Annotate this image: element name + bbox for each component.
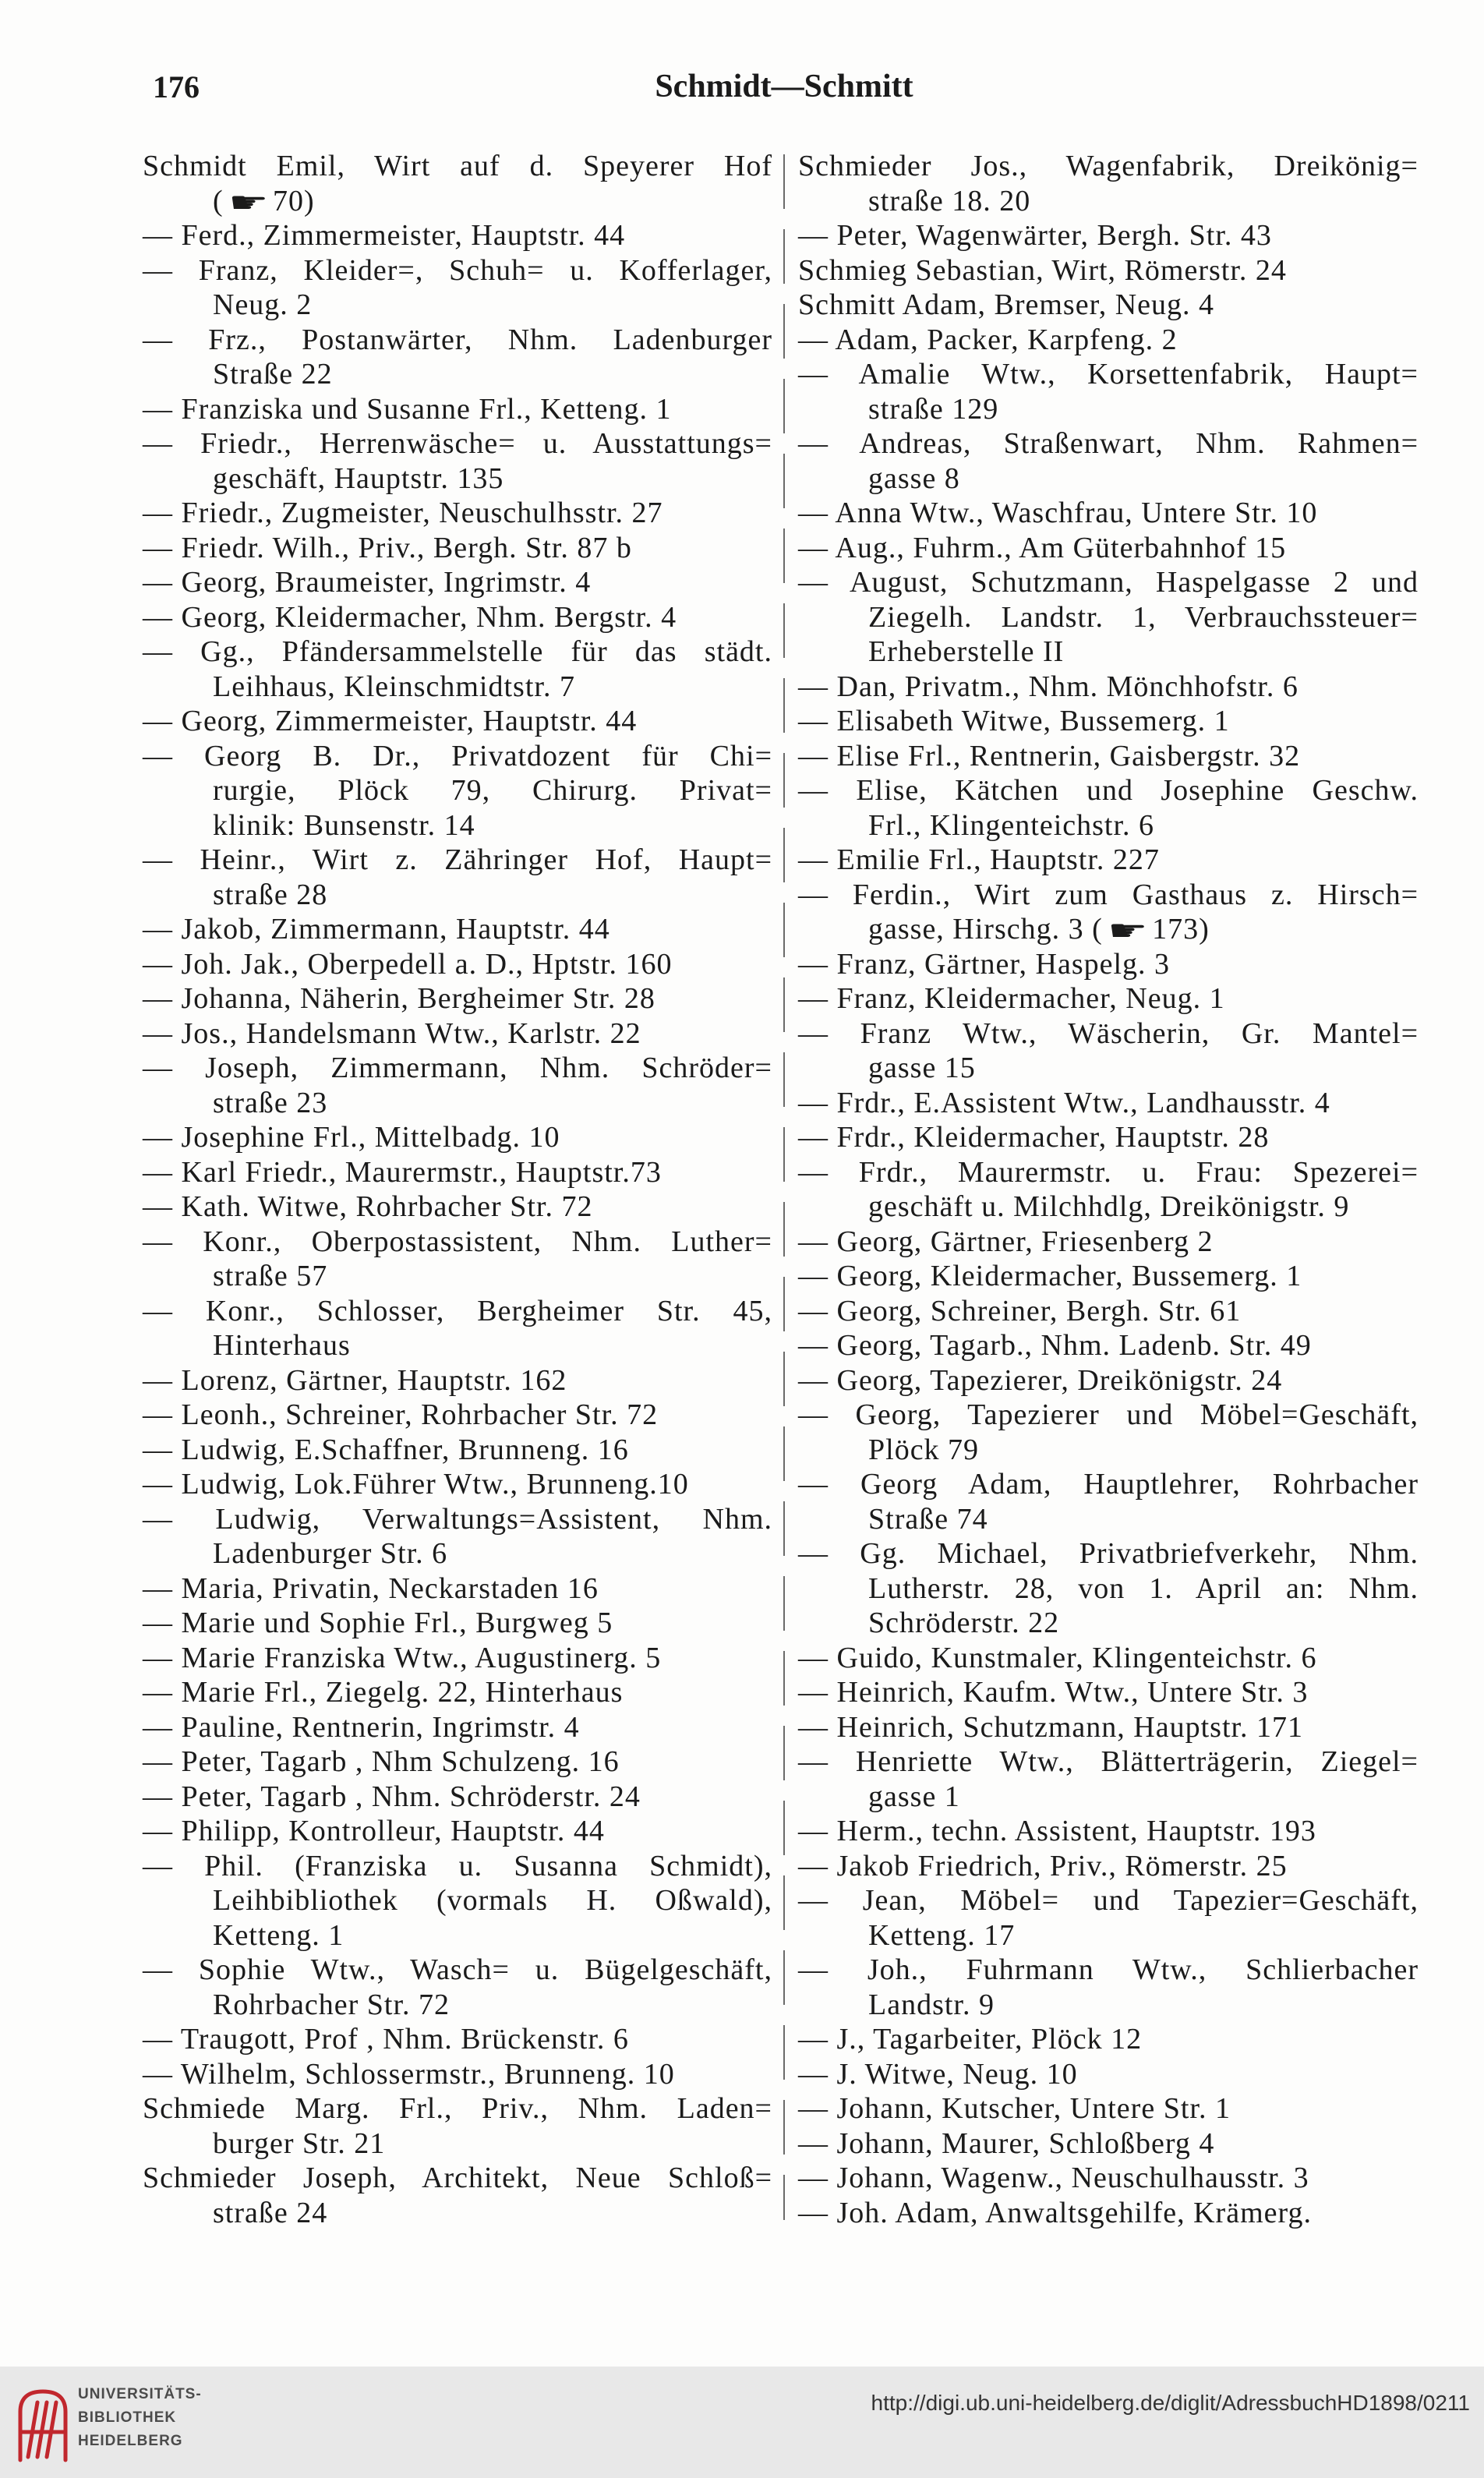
directory-entry [798, 426, 1419, 496]
directory-entry [798, 670, 1419, 705]
directory-entry [143, 635, 772, 704]
entry-line: — Franz, Kleider=, Schuh= u. Kofferlager, [143, 253, 772, 287]
entry-line: — Georg, Gärtner, Friesenberg 2 [798, 1225, 1214, 1258]
entry-line: — Jakob Friedrich, Priv., Römerstr. 25 [798, 1849, 1288, 1882]
directory-entry [798, 496, 1419, 531]
entry-line: — Georg, Braumeister, Ingrimstr. 4 [143, 566, 592, 599]
entry-line: — Johann, Wagenw., Neuschulhausstr. 3 [798, 2162, 1309, 2194]
directory-entry [798, 288, 1419, 323]
entry-line: — Georg, Schreiner, Bergh. Str. 61 [798, 1294, 1242, 1327]
directory-entry [798, 2196, 1419, 2231]
entry-line: Schmitt Adam, Bremser, Neug. 4 [798, 288, 1215, 321]
directory-entry [798, 253, 1419, 288]
directory-entry [143, 323, 772, 392]
library-name-line: HEIDELBERG [78, 2433, 183, 2449]
entry-line: Schröderstr. 22 [868, 1607, 1060, 1639]
entry-line: — Henriette Wtw., Blätterträgerin, Ziegel= [798, 1745, 1419, 1778]
entry-line: — Heinrich, Kaufm. Wtw., Untere Str. 3 [798, 1676, 1309, 1709]
directory-entry [143, 704, 772, 739]
footer-bar [0, 2367, 1484, 2478]
directory-entry [798, 1467, 1419, 1536]
directory-entry [143, 981, 772, 1016]
entry-line: — Georg, Zimmermeister, Hauptstr. 44 [143, 705, 638, 737]
entry-line: — Peter, Wagenwärter, Bergh. Str. 43 [798, 219, 1272, 252]
directory-entry [798, 1328, 1419, 1363]
library-name-line: UNIVERSITÄTS- [78, 2386, 202, 2402]
directory-entry [798, 1641, 1419, 1676]
entry-line: — Johann, Maurer, Schloßberg 4 [798, 2126, 1215, 2160]
directory-entry [143, 1744, 772, 1780]
directory-entry [798, 1155, 1419, 1225]
directory-entry [798, 704, 1419, 739]
entry-line: Lutherstr. 28, von 1. April an: Nhm. [868, 1571, 1419, 1605]
entry-line: geschäft, Hauptstr. 135 [213, 461, 504, 495]
directory-entry [798, 2126, 1419, 2162]
entry-line: — Franziska und Susanne Frl., Ketteng. 1 [143, 392, 672, 426]
entry-line: straße 23 [213, 1086, 328, 1119]
entry-line: — Friedr., Herrenwäsche= u. Ausstattungs= [143, 427, 772, 460]
directory-entry [143, 149, 772, 218]
directory-entry [798, 218, 1419, 253]
entry-line: — Heinr., Wirt z. Zähringer Hof, Haupt= [143, 843, 772, 876]
library-logo-icon [14, 2385, 72, 2463]
directory-entry [143, 1225, 772, 1294]
entry-line: — Jean, Möbel= und Tapezier=Geschäft, [798, 1884, 1419, 1917]
directory-entry [798, 2022, 1419, 2057]
entry-line: — Phil. (Franziska u. Susanna Schmidt), [143, 1849, 772, 1882]
entry-line: Leihbibliothek (vormals H. Oßwald), [213, 1884, 772, 1917]
entry-line: — Aug., Fuhrm., Am Güterbahnhof 15 [798, 531, 1287, 564]
entry-line: — Ludwig, Verwaltungs=Assistent, Nhm. [143, 1502, 772, 1536]
directory-entry [798, 1363, 1419, 1398]
directory-entry [143, 253, 772, 323]
entry-line: — Dan, Privatm., Nhm. Mönchhofstr. 6 [798, 670, 1298, 703]
directory-entry [143, 392, 772, 427]
directory-entry [798, 2057, 1419, 2092]
directory-entry [143, 2022, 772, 2057]
entry-line: — Elise, Kätchen und Josephine Geschw. [798, 774, 1419, 807]
directory-entry [798, 357, 1419, 426]
directory-entry [798, 1675, 1419, 1710]
entry-line: — Wilhelm, Schlossermstr., Brunneng. 10 [143, 2057, 675, 2091]
library-name-line: BIBLIOTHEK [78, 2409, 177, 2426]
entry-line: straße 28 [213, 878, 328, 911]
entry-line: — Johanna, Näherin, Bergheimer Str. 28 [143, 982, 655, 1015]
entry-line: — Maria, Privatin, Neckarstaden 16 [143, 1571, 599, 1605]
directory-entry [143, 1641, 772, 1676]
directory-entry [798, 1259, 1419, 1294]
entry-line: — Anna Wtw., Waschfrau, Untere Str. 10 [798, 497, 1318, 529]
directory-entry [798, 323, 1419, 358]
entry-line: Erheberstelle II [868, 635, 1065, 668]
directory-entry [798, 1294, 1419, 1329]
entry-line: — Franz Wtw., Wäscherin, Gr. Mantel= [798, 1016, 1419, 1050]
directory-entry [143, 565, 772, 600]
entry-line: burger Str. 21 [213, 2126, 386, 2160]
entry-line: — Herm., techn. Assistent, Hauptstr. 193 [798, 1815, 1316, 1847]
entry-line: — Friedr. Wilh., Priv., Bergh. Str. 87 b [143, 531, 632, 564]
entry-line: — Frdr., Maurermstr. u. Frau: Spezerei= [798, 1155, 1419, 1189]
pointing-hand-icon [228, 189, 270, 217]
entry-line [143, 184, 772, 219]
directory-entry [143, 947, 772, 982]
entry-line: — Konr., Oberpostassistent, Nhm. Luther= [143, 1225, 772, 1258]
entry-line-text: 70) [272, 184, 315, 217]
entry-line: gasse 8 [868, 461, 960, 495]
running-head: Schmidt—Schmitt [655, 69, 913, 104]
directory-entry [143, 1467, 772, 1502]
entry-line: — Sophie Wtw., Wasch= u. Bügelgeschäft, [143, 1953, 772, 1986]
entry-line: — Traugott, Prof , Nhm. Brückenstr. 6 [143, 2023, 629, 2056]
directory-entry [798, 1225, 1419, 1260]
entry-line: — Georg, Kleidermacher, Bussemerg. 1 [798, 1260, 1302, 1292]
pointing-hand-icon [1108, 917, 1149, 946]
directory-entry [143, 1051, 772, 1120]
entry-line: — Friedr., Zugmeister, Neuschulhsstr. 27 [143, 497, 663, 529]
entry-line: — Franz, Gärtner, Haspelg. 3 [798, 947, 1171, 981]
directory-entry [143, 1814, 772, 1849]
directory-entry [143, 1120, 772, 1155]
directory-entry [143, 531, 772, 566]
entry-line: geschäft u. Milchhdlg, Dreikönigstr. 9 [868, 1190, 1350, 1223]
entry-line: — Andreas, Straßenwart, Nhm. Rahmen= [798, 427, 1419, 460]
entry-line: straße 24 [213, 2196, 328, 2229]
entry-line: — Jos., Handelsmann Wtw., Karlstr. 22 [143, 1016, 641, 1050]
directory-entry [798, 773, 1419, 843]
directory-entry [143, 1190, 772, 1225]
entry-line: Leihhaus, Kleinschmidtstr. 7 [213, 670, 575, 703]
library-logo [78, 2383, 202, 2453]
directory-entry [143, 496, 772, 531]
entry-line: — Georg, Kleidermacher, Nhm. Bergstr. 4 [143, 600, 677, 634]
entry-line: — Jakob, Zimmermann, Hauptstr. 44 [143, 913, 610, 946]
entry-line: — August, Schutzmann, Haspelgasse 2 und [798, 566, 1419, 599]
entry-line-text: gasse, Hirschg. 3 ( [868, 913, 1103, 946]
directory-entry [798, 1086, 1419, 1121]
directory-entry [143, 1363, 772, 1398]
entry-line: gasse 1 [868, 1780, 960, 1813]
entry-line: — Marie und Sophie Frl., Burgweg 5 [143, 1607, 613, 1639]
entry-line: — Johann, Kutscher, Untere Str. 1 [798, 2092, 1231, 2125]
entry-line: Landstr. 9 [868, 1988, 995, 2021]
directory-entry [143, 1849, 772, 1953]
entry-line: klinik: Bunsenstr. 14 [213, 808, 475, 842]
entry-line: — Marie Franziska Wtw., Augustinerg. 5 [143, 1641, 662, 1674]
entry-line: Straße 22 [213, 358, 333, 391]
entry-line: — Josephine Frl., Mittelbadg. 10 [143, 1121, 560, 1154]
entry-line-text: ( [213, 184, 224, 217]
entry-line: rurgie, Plöck 79, Chirurg. Privat= [213, 774, 772, 807]
entry-line: Schmidt Emil, Wirt auf d. Speyerer Hof [143, 150, 772, 182]
entry-line: — Guido, Kunstmaler, Klingenteichstr. 6 [798, 1641, 1317, 1674]
entry-line: — Peter, Tagarb , Nhm Schulzeng. 16 [143, 1745, 620, 1778]
entry-line: — Gg., Pfändersammelstelle für das städt. [143, 635, 772, 668]
entry-line: straße 57 [213, 1260, 328, 1292]
directory-entry [143, 1016, 772, 1052]
entry-line: — Joh. Adam, Anwaltsgehilfe, Krämerg. [798, 2196, 1312, 2229]
directory-entry [798, 2091, 1419, 2126]
entry-line: Straße 74 [868, 1502, 988, 1536]
entry-line: — Joseph, Zimmermann, Nhm. Schröder= [143, 1052, 772, 1084]
entry-line: Schmieder Joseph, Architekt, Neue Schloß= [143, 2162, 772, 2194]
directory-entry [143, 1606, 772, 1641]
entry-line: — Frdr., Kleidermacher, Hauptstr. 28 [798, 1121, 1270, 1154]
directory-entry [143, 1953, 772, 2022]
entry-line: Ziegelh. Landstr. 1, Verbrauchssteuer= [868, 600, 1419, 634]
directory-entry [798, 1849, 1419, 1884]
directory-entry [143, 1155, 772, 1190]
directory-entry [798, 1953, 1419, 2022]
entry-line: straße 129 [868, 392, 999, 426]
entry-line: — Georg, Tagarb., Nhm. Ladenb. Str. 49 [798, 1329, 1312, 1362]
directory-entry [798, 1814, 1419, 1849]
entry-line: — Ferd., Zimmermeister, Hauptstr. 44 [143, 219, 626, 252]
entry-line: — Franz, Kleidermacher, Neug. 1 [798, 982, 1225, 1015]
entry-line: Hinterhaus [213, 1329, 351, 1362]
entry-line: — Lorenz, Gärtner, Hauptstr. 162 [143, 1363, 567, 1397]
directory-entry [798, 843, 1419, 878]
directory-entry [798, 2161, 1419, 2196]
entry-line: Ketteng. 17 [868, 1918, 1016, 1952]
entry-line: Frl., Klingenteichstr. 6 [868, 808, 1155, 842]
entry-line: — Ludwig, E.Schaffner, Brunneng. 16 [143, 1433, 629, 1466]
directory-entry [798, 878, 1419, 947]
entry-line [798, 912, 1419, 947]
entry-line: — Ferdin., Wirt zum Gasthaus z. Hirsch= [798, 878, 1419, 911]
entry-line: — Elisabeth Witwe, Bussemerg. 1 [798, 705, 1230, 737]
directory-entry [143, 2057, 772, 2092]
entry-line: — Emilie Frl., Hauptstr. 227 [798, 843, 1160, 876]
entry-line: — Georg Adam, Hauptlehrer, Rohrbacher [798, 1468, 1419, 1501]
directory-entry [798, 149, 1419, 218]
entry-line: — Peter, Tagarb , Nhm. Schröderstr. 24 [143, 1780, 641, 1813]
directory-entry [798, 739, 1419, 774]
left-column [143, 149, 772, 2230]
entry-line: — Ludwig, Lok.Führer Wtw., Brunneng.10 [143, 1468, 689, 1501]
entry-line: — Amalie Wtw., Korsettenfabrik, Haupt= [798, 358, 1419, 391]
directory-entry [143, 218, 772, 253]
entry-line: Schmieder Jos., Wagenfabrik, Dreikönig= [798, 150, 1419, 182]
entry-line: Neug. 2 [213, 288, 313, 321]
right-column [798, 149, 1419, 2230]
entry-line: — Philipp, Kontrolleur, Hauptstr. 44 [143, 1815, 605, 1847]
entry-line: — Joh. Jak., Oberpedell a. D., Hptstr. 160 [143, 947, 673, 981]
directory-entry [143, 2091, 772, 2161]
page-number: 176 [153, 69, 200, 104]
entry-line: Schmieg Sebastian, Wirt, Römerstr. 24 [798, 253, 1287, 287]
directory-entry [143, 1710, 772, 1745]
directory-entry [143, 1780, 772, 1815]
directory-entry [143, 1433, 772, 1468]
directory-entry [143, 1398, 772, 1433]
directory-entry [798, 1398, 1419, 1467]
directory-entry [798, 981, 1419, 1016]
directory-entry [143, 912, 772, 947]
directory-entry [143, 1571, 772, 1607]
entry-line: — Frz., Postanwärter, Nhm. Ladenburger [143, 323, 772, 356]
entry-line: — J., Tagarbeiter, Plöck 12 [798, 2023, 1143, 2056]
entry-line: Schmiede Marg. Frl., Priv., Nhm. Laden= [143, 2092, 772, 2125]
directory-entry [143, 1502, 772, 1571]
directory-entry [143, 1294, 772, 1363]
entry-line: — Georg, Tapezierer, Dreikönigstr. 24 [798, 1363, 1283, 1397]
entry-line: — Marie Frl., Ziegelg. 22, Hinterhaus [143, 1676, 624, 1709]
entry-line: — Georg, Tapezierer und Möbel=Geschäft, [798, 1398, 1419, 1431]
entry-line-text: 173) [1152, 913, 1210, 946]
entry-line: gasse 15 [868, 1052, 976, 1084]
entry-line: Ladenburger Str. 6 [213, 1537, 448, 1570]
entry-line: — Frdr., E.Assistent Wtw., Landhausstr. 4 [798, 1086, 1330, 1119]
directory-entry [798, 1710, 1419, 1745]
source-url: http://digi.ub.uni-heidelberg.de/diglit/AdressbuchHD1898/0211 [871, 2391, 1470, 2415]
directory-entry [798, 1016, 1419, 1086]
entry-line: — Adam, Packer, Karpfeng. 2 [798, 323, 1178, 356]
directory-entry [798, 947, 1419, 982]
entry-line: straße 18. 20 [868, 184, 1031, 217]
entry-line: — Konr., Schlosser, Bergheimer Str. 45, [143, 1294, 772, 1327]
entry-line: — Joh., Fuhrmann Wtw., Schlierbacher [798, 1953, 1419, 1986]
directory-entry [798, 1536, 1419, 1641]
directory-entry [143, 1675, 772, 1710]
entry-line: — Georg B. Dr., Privatdozent für Chi= [143, 739, 772, 772]
directory-entry [143, 2161, 772, 2230]
entry-line: Ketteng. 1 [213, 1918, 344, 1952]
directory-entry [798, 1744, 1419, 1814]
directory-entry [143, 600, 772, 635]
entry-line: Plöck 79 [868, 1433, 980, 1466]
directory-entry [798, 531, 1419, 566]
directory-entry [143, 739, 772, 843]
directory-entry [798, 1883, 1419, 1953]
entry-line: — Gg. Michael, Privatbriefverkehr, Nhm. [798, 1537, 1419, 1570]
entry-line: — Elise Frl., Rentnerin, Gaisbergstr. 32 [798, 739, 1301, 772]
directory-entry [143, 426, 772, 496]
directory-entry [143, 843, 772, 912]
entry-line: — Kath. Witwe, Rohrbacher Str. 72 [143, 1190, 593, 1223]
entry-line: — J. Witwe, Neug. 10 [798, 2057, 1078, 2091]
entry-line: — Heinrich, Schutzmann, Hauptstr. 171 [798, 1710, 1304, 1744]
entry-line: — Karl Friedr., Maurermstr., Hauptstr.73 [143, 1155, 662, 1189]
directory-entry [798, 565, 1419, 670]
entry-line: — Pauline, Rentnerin, Ingrimstr. 4 [143, 1710, 580, 1744]
directory-entry [798, 1120, 1419, 1155]
column-divider [783, 154, 785, 2220]
entry-line: Rohrbacher Str. 72 [213, 1988, 450, 2021]
entry-line: — Leonh., Schreiner, Rohrbacher Str. 72 [143, 1398, 659, 1431]
